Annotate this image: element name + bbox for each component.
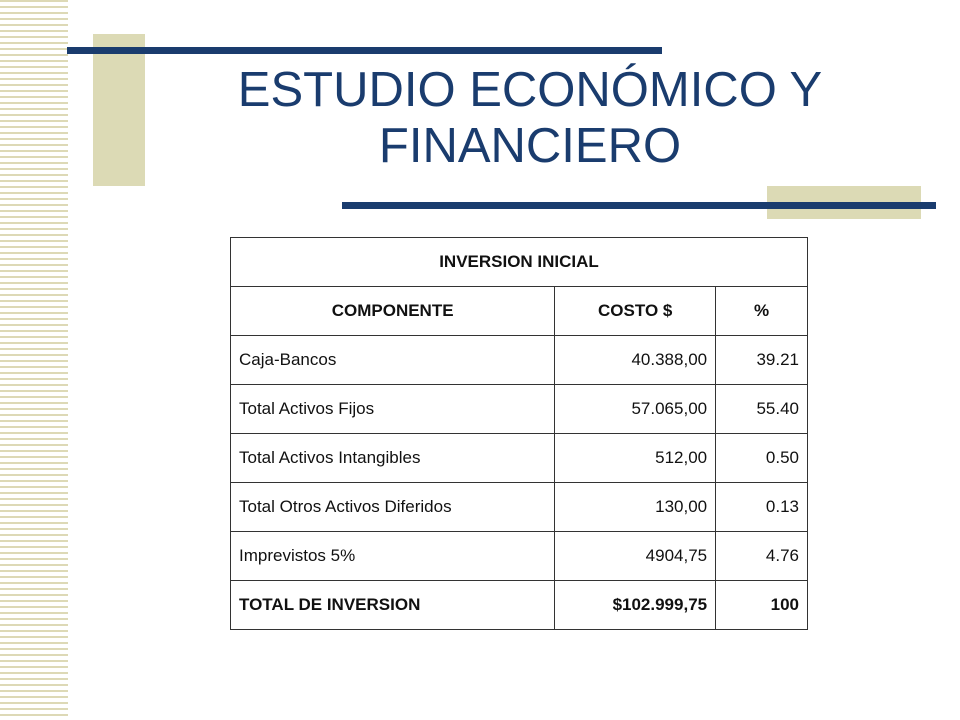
header-componente: COMPONENTE bbox=[231, 287, 555, 336]
decorative-stripes bbox=[0, 0, 68, 720]
table-caption: INVERSION INICIAL bbox=[231, 238, 808, 287]
table-row bbox=[231, 483, 808, 532]
row-cost: 130,00 bbox=[555, 483, 716, 532]
header-costo: COSTO $ bbox=[555, 287, 716, 336]
total-cost: $102.999,75 bbox=[555, 581, 716, 630]
total-percent: 100 bbox=[716, 581, 808, 630]
table-row bbox=[231, 385, 808, 434]
table-total-row bbox=[231, 581, 808, 630]
table-row bbox=[231, 532, 808, 581]
row-percent: 0.50 bbox=[716, 434, 808, 483]
table-row bbox=[231, 336, 808, 385]
total-label: TOTAL DE INVERSION bbox=[231, 581, 555, 630]
row-component: Caja-Bancos bbox=[231, 336, 555, 385]
row-percent: 0.13 bbox=[716, 483, 808, 532]
row-cost: 40.388,00 bbox=[555, 336, 716, 385]
slide-title bbox=[150, 62, 910, 174]
row-percent: 4.76 bbox=[716, 532, 808, 581]
row-percent: 55.40 bbox=[716, 385, 808, 434]
row-component: Imprevistos 5% bbox=[231, 532, 555, 581]
slide-title-line-2: FINANCIERO bbox=[378, 119, 682, 173]
row-percent: 39.21 bbox=[716, 336, 808, 385]
investment-table bbox=[230, 237, 808, 630]
header-percent: % bbox=[716, 287, 808, 336]
row-component: Total Otros Activos Diferidos bbox=[231, 483, 555, 532]
row-cost: 4904,75 bbox=[555, 532, 716, 581]
row-component: Total Activos Intangibles bbox=[231, 434, 555, 483]
row-cost: 512,00 bbox=[555, 434, 716, 483]
table-header-row bbox=[231, 287, 808, 336]
table-row bbox=[231, 434, 808, 483]
table-caption-row bbox=[231, 238, 808, 287]
title-rule-top bbox=[67, 47, 662, 54]
accent-block-left bbox=[93, 34, 145, 186]
slide-title-line-1: ESTUDIO ECONÓMICO Y bbox=[237, 63, 823, 117]
row-component: Total Activos Fijos bbox=[231, 385, 555, 434]
row-cost: 57.065,00 bbox=[555, 385, 716, 434]
title-rule-bottom bbox=[342, 202, 936, 209]
